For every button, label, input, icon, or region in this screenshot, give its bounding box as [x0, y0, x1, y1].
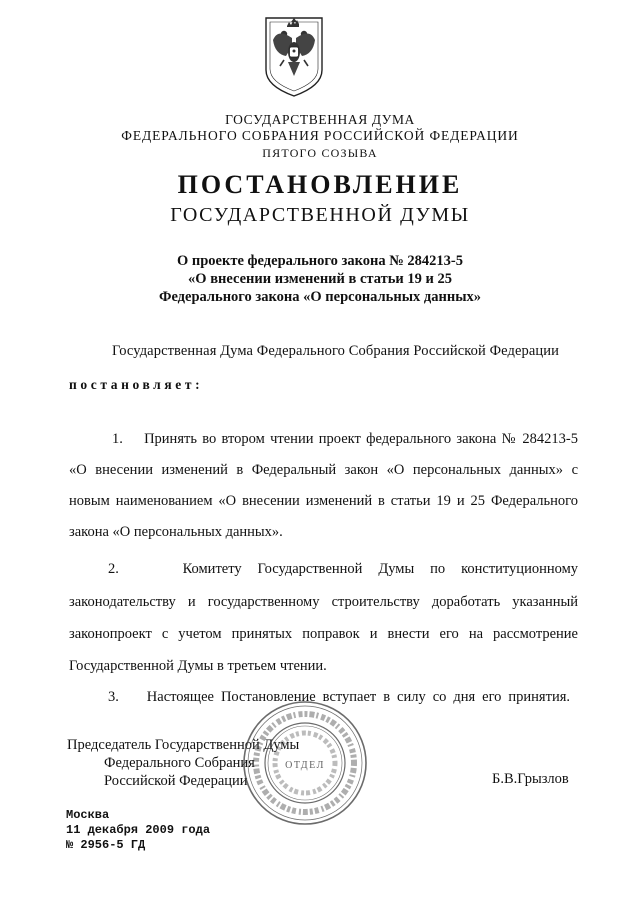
item-2-line: законопроект с учетом принятых поправок и внести его на рассмотрение — [69, 626, 578, 642]
document-type-title: ПОСТАНОВЛЕНИЕ — [177, 170, 463, 199]
signer-position: Федерального Собрания — [104, 755, 255, 771]
issuer-title: ГОСУДАРСТВЕННОЙ ДУМЫ — [170, 204, 470, 226]
issue-place: Москва — [66, 808, 110, 822]
signer-name: Б.В.Грызлов — [492, 771, 569, 787]
coat-of-arms-icon — [262, 14, 326, 98]
subject-line: Федерального закона «О персональных данных» — [158, 289, 482, 305]
stamp-center-text: ОТДЕЛ — [285, 760, 325, 771]
item-2-line: законодательству и государственному строительству доработать указанный — [69, 594, 578, 610]
item-2-line: Государственной Думы в третьем чтении. — [69, 658, 327, 674]
registration-number: № 2956-5 ГД — [66, 838, 146, 852]
item-1-line: 1. Принять во втором чтении проект федерального закона № 284213-5 — [112, 431, 578, 447]
organization-parent: ФЕДЕРАЛЬНОГО СОБРАНИЯ РОССИЙСКОЙ ФЕДЕРАЦИИ — [121, 128, 519, 143]
signer-position: Председатель Государственной Думы — [67, 737, 300, 753]
convocation: ПЯТОГО СОЗЫВА — [262, 146, 378, 160]
issue-date: 11 декабря 2009 года — [66, 823, 211, 837]
subject-line: О проекте федерального закона № 284213-5 — [176, 253, 464, 269]
subject-line: «О внесении изменений в статьи 19 и 25 — [188, 271, 452, 287]
organization-name: ГОСУДАРСТВЕННАЯ ДУМА — [225, 112, 415, 127]
item-1-line: закона «О персональных данных». — [69, 524, 283, 540]
decree-word: постановляет: — [69, 377, 204, 392]
item-1-line: новым наименованием «О внесении изменений в статьи 19 и 25 Федерального — [69, 493, 578, 509]
item-2-line: 2. Комитету Государственной Думы по конституционному — [108, 561, 578, 577]
signer-position: Российской Федерации — [104, 773, 248, 789]
official-stamp-icon — [240, 698, 370, 828]
preamble-text: Государственная Дума Федерального Собрания Российской Федерации — [112, 343, 559, 359]
item-1-line: «О внесении изменений в Федеральный закон «О персональных данных» с — [69, 462, 578, 478]
item-3-line: 3. Настоящее Постановление вступает в силу со дня его принятия. — [108, 689, 570, 705]
